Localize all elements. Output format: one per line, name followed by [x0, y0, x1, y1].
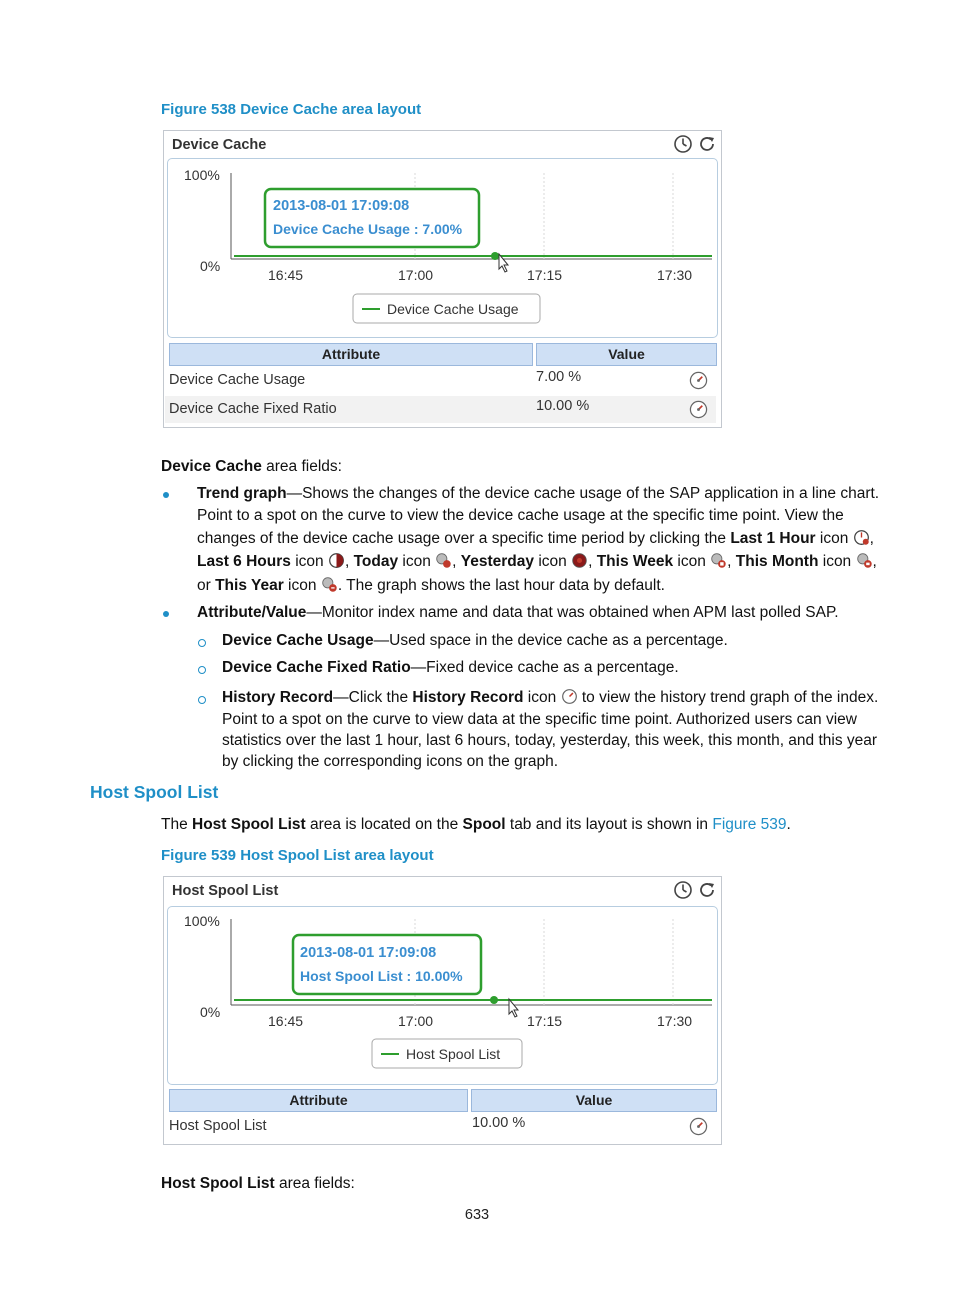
- fields-intro: Host Spool List area fields:: [161, 1175, 355, 1192]
- attribute-value-item: Attribute/Value—Monitor index name and data that was obtained when APM last polled SAP.: [197, 604, 839, 621]
- trend-chart-area: [167, 158, 718, 338]
- bullet-dot: [163, 492, 169, 498]
- last-6-hours-icon[interactable]: [328, 552, 345, 569]
- device-cache-fixed-ratio-item: Device Cache Fixed Ratio—Fixed device cache as a percentage.: [222, 659, 679, 676]
- this-month-icon[interactable]: [856, 552, 873, 569]
- history-record-icon[interactable]: [689, 1117, 708, 1136]
- mouse-cursor-icon: [509, 999, 518, 1017]
- history-record-icon[interactable]: [689, 371, 708, 390]
- x-tick-label: 17:00: [398, 267, 434, 283]
- attribute-name: Host Spool List: [169, 1118, 267, 1134]
- legend-label: Device Cache Usage: [387, 301, 519, 317]
- attribute-value: 10.00 %: [536, 398, 590, 414]
- trend-chart: [168, 907, 717, 1084]
- table-row: [165, 1113, 716, 1140]
- device-cache-panel: [163, 130, 722, 428]
- legend-label: Host Spool List: [406, 1046, 501, 1062]
- history-record-line3: statistics over the last 1 hour, last 6 hours, today, yesterday, this week, this month, and this year: [222, 732, 878, 749]
- clock-icon[interactable]: [673, 880, 693, 900]
- bullet-dot: [163, 611, 169, 617]
- column-header-attribute[interactable]: Attribute: [169, 343, 533, 366]
- figure-538-caption: Figure 538 Device Cache area layout: [161, 101, 422, 118]
- host-spool-list-panel: [163, 876, 722, 1145]
- x-tick-label: 17:30: [657, 1013, 693, 1029]
- section-paragraph: The Host Spool List area is located on the Spool tab and its layout is shown in Figure 539.: [161, 816, 791, 833]
- this-year-icon[interactable]: [321, 576, 338, 593]
- tooltip-box: [293, 935, 481, 994]
- history-record-line2: Point to a spot on the curve to view data at the specific time point. Authorized users can view: [222, 711, 857, 728]
- x-tick-label: 16:45: [268, 267, 304, 283]
- column-header-attribute[interactable]: Attribute: [169, 1089, 468, 1112]
- device-cache-usage-item: Device Cache Usage—Used space in the device cache as a percentage.: [222, 632, 728, 649]
- y-min-label: 0%: [200, 1004, 221, 1020]
- attribute-name: Device Cache Usage: [169, 372, 306, 388]
- history-record-line1: History Record—Click the History Record icon to view the history trend graph of the index.: [222, 689, 879, 706]
- x-tick-label: 17:15: [527, 267, 563, 283]
- sub-bullet: [198, 696, 206, 704]
- trend-chart-area: [167, 906, 718, 1085]
- clock-icon[interactable]: [673, 134, 693, 154]
- history-record-icon[interactable]: [689, 400, 708, 419]
- figure-539-caption: Figure 539 Host Spool List area layout: [161, 847, 434, 864]
- fields-intro: Device Cache area fields:: [161, 458, 342, 475]
- trend-graph-line4: Last 6 Hours icon , Today icon , Yesterday icon , This Week icon , This Month icon ,: [197, 553, 877, 570]
- attribute-name: Device Cache Fixed Ratio: [169, 401, 337, 417]
- yesterday-icon[interactable]: [571, 552, 588, 569]
- table-row: [165, 396, 716, 423]
- trend-chart: [168, 159, 717, 337]
- panel-title: Device Cache: [172, 137, 267, 153]
- tooltip-time: 2013-08-01 17:09:08: [273, 198, 410, 214]
- today-icon[interactable]: [435, 552, 452, 569]
- history-record-line4: by clicking the corresponding icons on the graph.: [222, 753, 559, 770]
- tooltip-value: Host Spool List : 10.00%: [300, 968, 463, 984]
- y-max-label: 100%: [184, 167, 220, 183]
- this-week-icon[interactable]: [710, 552, 727, 569]
- column-header-value[interactable]: Value: [471, 1089, 717, 1112]
- y-min-label: 0%: [200, 258, 221, 274]
- table-row: [165, 367, 716, 394]
- history-record-icon[interactable]: [561, 688, 578, 705]
- last-1-hour-icon[interactable]: [853, 529, 870, 546]
- trend-graph-line5: or This Year icon . The graph shows the last hour data by default.: [197, 577, 665, 594]
- refresh-icon[interactable]: [697, 880, 717, 900]
- figure-539-link[interactable]: Figure 539: [712, 816, 787, 833]
- x-tick-label: 16:45: [268, 1013, 304, 1029]
- x-tick-label: 17:00: [398, 1013, 434, 1029]
- data-point[interactable]: [490, 996, 498, 1004]
- column-header-value[interactable]: Value: [536, 343, 717, 366]
- page-number: 633: [464, 1207, 490, 1223]
- refresh-icon[interactable]: [697, 134, 717, 154]
- trend-graph-line3: changes of the device cache usage over a specific time period by clicking the Last 1 Hour icon ,: [197, 530, 874, 547]
- attribute-value: 10.00 %: [472, 1115, 526, 1131]
- trend-graph-line2: Point to a spot on the curve to view the device cache usage at the specific time point. View the: [197, 507, 844, 524]
- trend-graph-line1: Trend graph—Shows the changes of the device cache usage of the SAP application in a line chart.: [197, 485, 880, 502]
- attribute-value: 7.00 %: [536, 369, 582, 385]
- section-heading: Host Spool List: [90, 782, 219, 802]
- tooltip-value: Device Cache Usage : 7.00%: [273, 221, 463, 237]
- tooltip-time: 2013-08-01 17:09:08: [300, 945, 437, 961]
- x-tick-label: 17:30: [657, 267, 693, 283]
- x-tick-label: 17:15: [527, 1013, 563, 1029]
- panel-title: Host Spool List: [172, 883, 279, 899]
- y-max-label: 100%: [184, 913, 220, 929]
- sub-bullet: [198, 666, 206, 674]
- sub-bullet: [198, 639, 206, 647]
- data-point[interactable]: [491, 252, 499, 260]
